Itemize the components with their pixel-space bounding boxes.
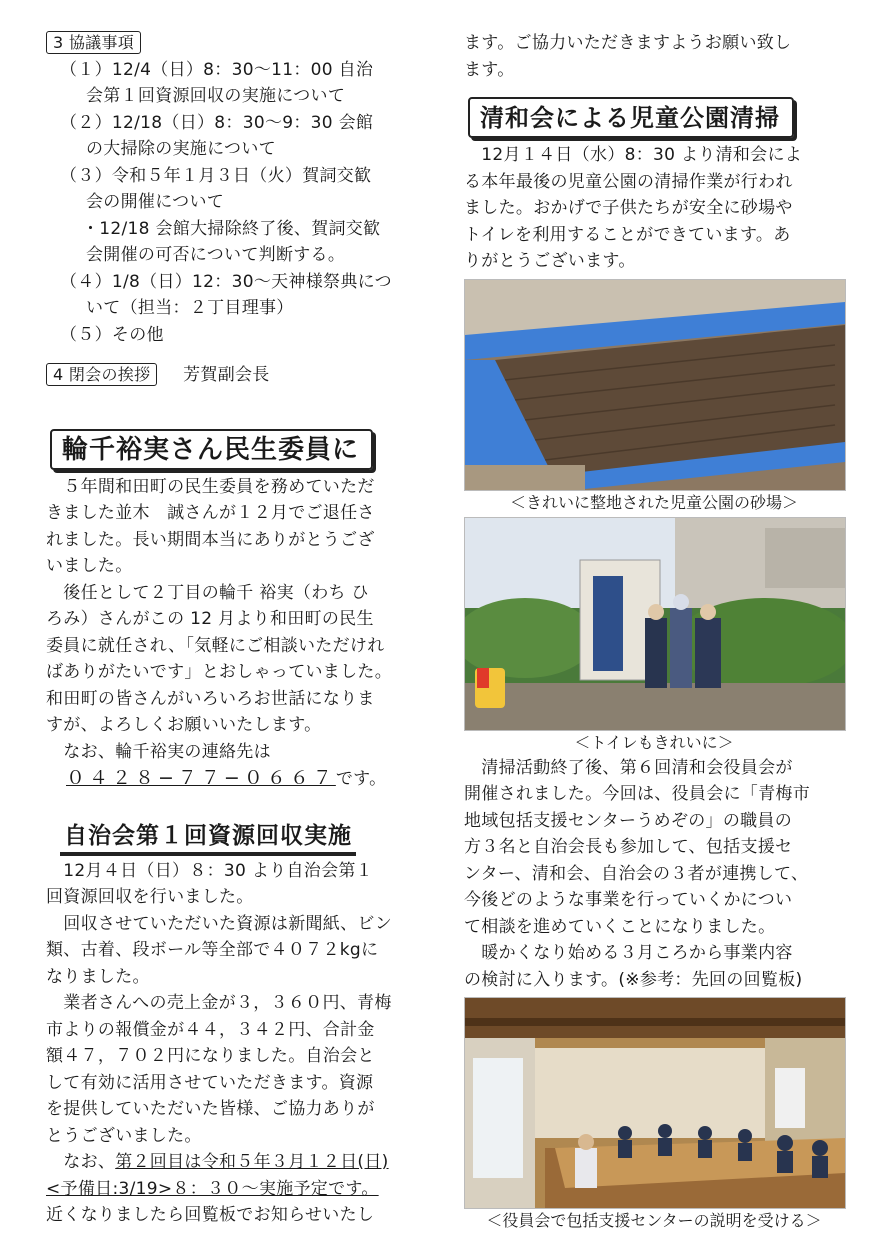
welfare-body — [46, 474, 442, 766]
toilet-image — [465, 518, 845, 730]
text-line: ます。ご協力いただきますようお願い致し — [464, 33, 792, 53]
text-line: （２）12/18（日）8：30〜9：30 会館 — [60, 112, 374, 133]
phone-suffix: です。 — [335, 769, 387, 789]
text-line: 今後どのような事業を行っていくかについ — [464, 890, 793, 910]
text-line: りがとうございます。 — [464, 251, 636, 271]
meeting-caption: ＜役員会で包括支援センターの説明を受ける＞ — [486, 1211, 822, 1230]
toilet-photo — [464, 517, 846, 731]
right-column — [464, 30, 856, 1233]
recycle-next-line2: <予備日:3/19>８：３０〜実施予定です。 — [46, 1178, 379, 1199]
meeting-image — [465, 998, 845, 1208]
text-line: 方３名と自治会長も参加して、包括支援セ — [464, 837, 793, 857]
phone-number: ０４２８−７７−０６６７ — [66, 767, 336, 789]
agenda-label: 3 協議事項 — [46, 31, 141, 54]
text-line: る本年最後の児童公園の清掃作業が行われ — [464, 171, 793, 192]
text-line: 後任として２丁目の輪千 裕実（わち ひ — [46, 582, 369, 603]
text-line: ・12/18 会館大掃除終了後、賀詞交歓 — [82, 218, 381, 239]
agenda-list — [46, 57, 442, 349]
text-line: ンター、清和会、自治会の３者が連携して、 — [464, 863, 809, 884]
text-line: ろみ）さんがこの 12 月より和田町の民生 — [46, 609, 374, 629]
text-line: いました。 — [46, 556, 133, 576]
meeting-body — [464, 755, 856, 994]
text-line: いて（担当：２丁目理事） — [86, 298, 294, 318]
park-body — [464, 142, 856, 275]
text-line: ５年間和田町の民生委員を務めていただ — [46, 476, 375, 497]
text-line: 12月４日（日）８：30 より自治会第１ — [46, 860, 373, 881]
phone-row — [46, 765, 442, 793]
agenda-heading — [46, 30, 442, 57]
text-line: 回収させていただいた資源は新聞紙、ビン — [46, 913, 392, 934]
sandbox-caption: ＜きれいに整地された児童公園の砂場＞ — [509, 492, 798, 512]
text-line: なお、輪千裕実の連絡先は — [46, 741, 271, 762]
recycle-headline: 自治会第１回資源回収実施 — [60, 821, 356, 856]
closing-label: 4 閉会の挨拶 — [46, 363, 157, 386]
text-line: なりました。 — [46, 966, 150, 987]
park-headline: 清和会による児童公園清掃 — [468, 97, 794, 138]
recycle-next-line1 — [46, 1149, 442, 1176]
text-line: きました並木 誠さんが１２月でご退任さ — [46, 503, 375, 523]
text-line: （３）令和５年１月３日（火）賀詞交歓 — [60, 165, 372, 186]
text-line: 清掃活動終了後、第６回清和会役員会が — [464, 757, 793, 778]
text-line: 地域包括支援センターうめぞの」の職員の — [464, 810, 793, 831]
meeting-photo — [464, 997, 846, 1209]
text-line: の大掃除の実施について — [86, 139, 276, 159]
text-line: 市よりの報償金が４４，３４２円、合計金 — [46, 1019, 375, 1040]
text-line: 会第１回資源回収の実施について — [86, 86, 346, 106]
text-line: 和田町の皆さんがいろいろお世話になりま — [46, 688, 375, 709]
recycle-next-prefix: なお、 — [46, 1152, 116, 1172]
text-line: を提供していただいた皆様、ご協力ありが — [46, 1099, 375, 1119]
text-line: て相談を進めていくことになりました。 — [464, 916, 776, 937]
text-line: ばありがたいです」とおしゃっていました。 — [46, 662, 392, 682]
text-line: 会開催の可否について判断する。 — [86, 245, 346, 265]
text-line: 額４７，７０２円になりました。自治会と — [46, 1046, 375, 1066]
text-line: 暖かくなり始める３月ころから事業内容 — [464, 943, 793, 963]
text-line: ます。 — [464, 59, 515, 80]
text-line: 回資源回収を行いました。 — [46, 887, 254, 907]
recycle-last-line: 近くなりましたら回覧板でお知らせいたし — [46, 1205, 375, 1225]
toilet-caption: ＜トイレもきれいに＞ — [574, 732, 734, 752]
closing-row — [46, 362, 442, 389]
text-line: の検討に入ります。(※参考：先回の回覧板) — [464, 969, 803, 990]
recycle-body — [46, 858, 442, 1150]
welfare-headline: 輪千裕実さん民生委員に — [50, 429, 373, 470]
text-line: すが、よろしくお願いいたします。 — [46, 715, 322, 735]
text-line: 開催されました。今回は、役員会に「青梅市 — [464, 784, 810, 804]
text-line: 類、古着、段ボール等全部で４０７２kgに — [46, 940, 379, 960]
text-line: 会の開催について — [86, 192, 225, 212]
text-line: れました。長い期間本当にありがとうござ — [46, 529, 375, 550]
continued-text — [464, 30, 856, 83]
text-line: （１）12/4（日）8：30〜11：00 自治 — [60, 59, 374, 80]
recycle-next-date: 第２回目は令和５年３月１２日(日) — [115, 1152, 389, 1172]
text-line: 業者さんへの売上金が３，３６０円、青梅 — [46, 993, 392, 1013]
text-line: とうございました。 — [46, 1125, 202, 1146]
text-line: 12月１４日（水）8：30 より清和会によ — [464, 145, 803, 165]
text-line: （５）その他 — [60, 324, 164, 345]
left-column — [46, 30, 442, 1229]
text-line: （４）1/8（日）12：30〜天神様祭典につ — [60, 271, 392, 292]
sandbox-image — [465, 280, 845, 490]
text-line: トイレを利用することができています。あ — [464, 224, 791, 245]
text-line: して有効に活用させていただきます。資源 — [46, 1072, 374, 1093]
sandbox-photo — [464, 279, 846, 491]
text-line: ました。おかげで子供たちが安全に砂場や — [464, 198, 793, 218]
closing-person: 芳賀副会長 — [183, 365, 270, 385]
text-line: 委員に就任され、「気軽にご相談いただけれ — [46, 635, 385, 656]
